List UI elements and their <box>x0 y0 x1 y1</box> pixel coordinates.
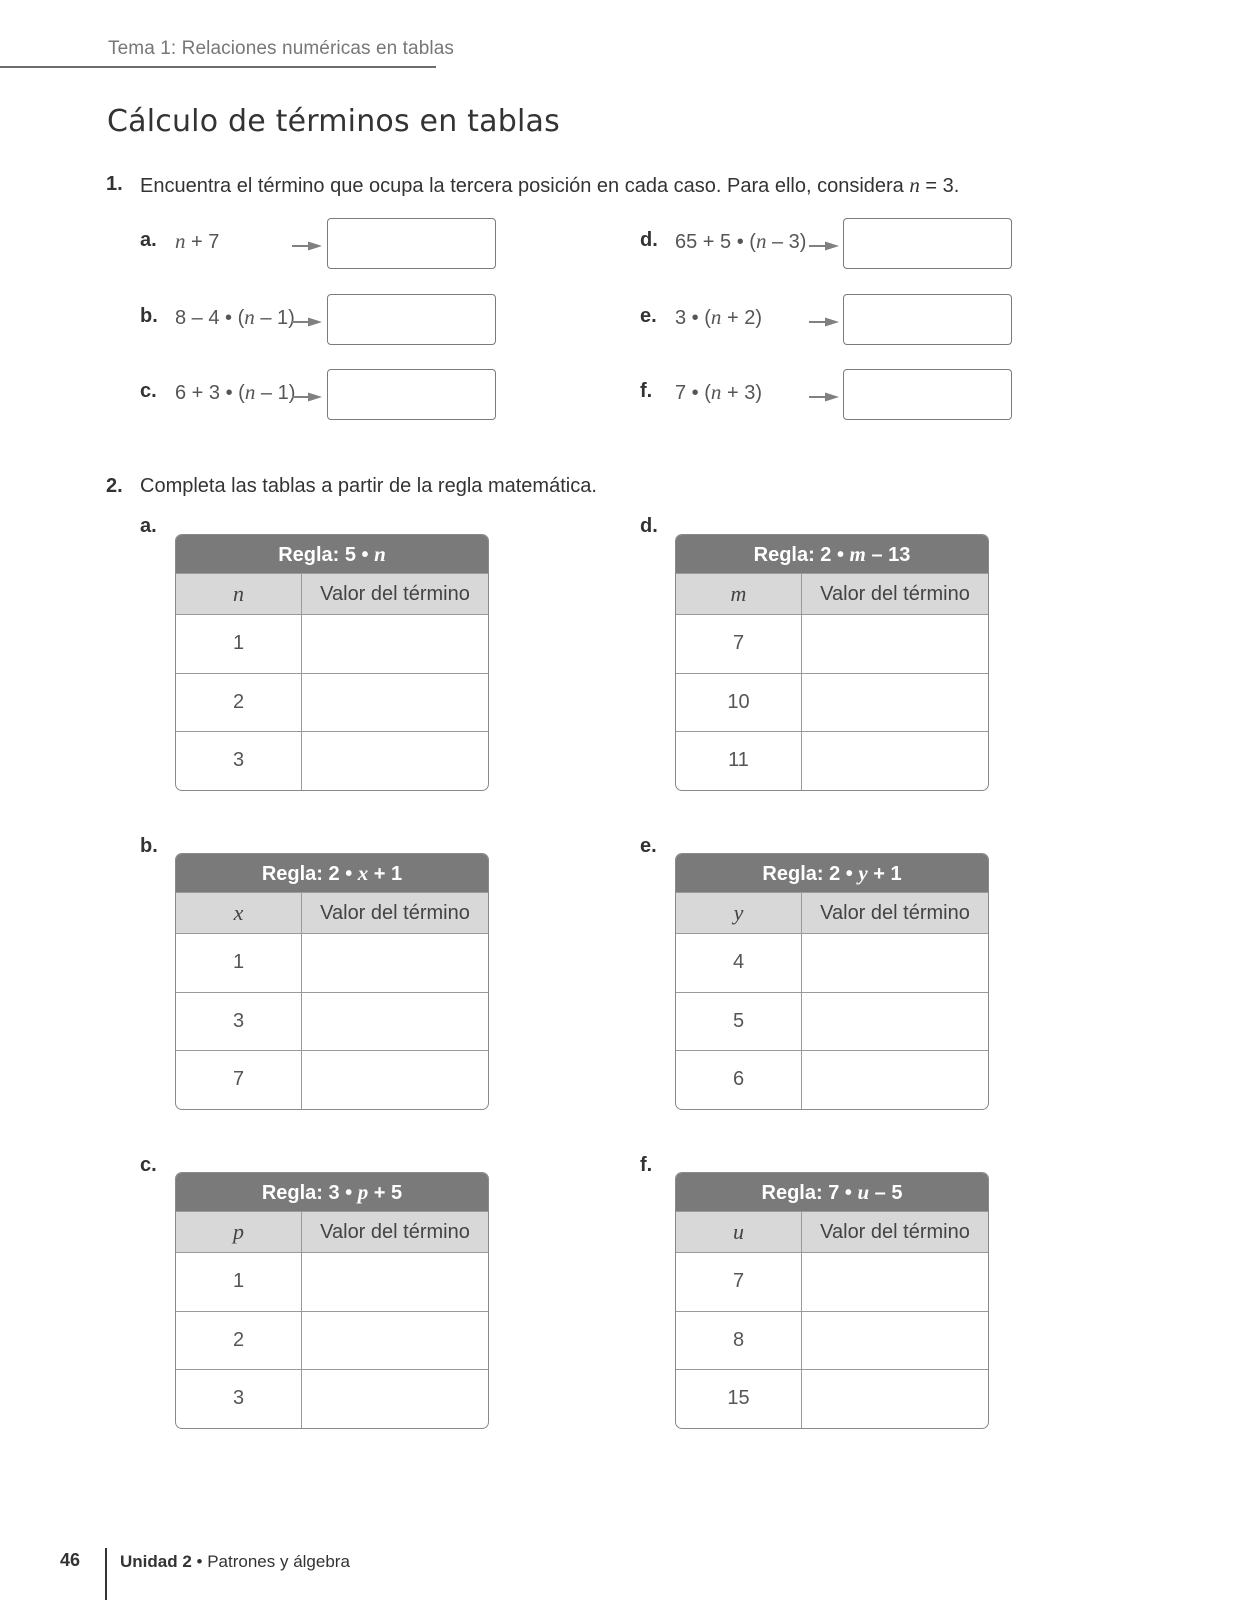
answer-cell[interactable] <box>302 732 488 790</box>
position-cell: 4 <box>676 934 802 992</box>
rule-variable: y <box>858 861 868 885</box>
answer-cell[interactable] <box>802 615 988 673</box>
rule-table-d <box>675 534 989 791</box>
table-row <box>676 673 988 732</box>
exercise-item-b <box>140 293 496 347</box>
arrow-right-icon <box>292 238 322 248</box>
rule-header <box>176 854 488 892</box>
answer-cell[interactable] <box>302 615 488 673</box>
variable-name: y <box>733 900 744 925</box>
position-cell: 3 <box>176 1370 302 1428</box>
table-letter: e. <box>640 835 657 857</box>
expression-variable: n <box>710 305 722 329</box>
expression-text: 3 • ( <box>675 307 711 329</box>
expression-variable: n <box>175 229 186 253</box>
exercise-expression <box>175 229 219 254</box>
variable-name: n <box>233 581 244 606</box>
table-row <box>676 1050 988 1109</box>
position-cell: 1 <box>176 934 302 992</box>
rule-header <box>176 1173 488 1211</box>
table-letter: c. <box>140 1154 157 1176</box>
table-row <box>676 614 988 673</box>
variable-name: p <box>233 1219 244 1244</box>
footer-subject: Patrones y álgebra <box>207 1552 350 1571</box>
rule-variable: u <box>857 1180 870 1204</box>
rule-text: – 13 <box>865 544 911 566</box>
exercise-letter: a. <box>140 229 157 251</box>
exercise-expression <box>175 380 295 405</box>
rule-text: Regla: 2 • <box>261 863 358 885</box>
running-head: Tema 1: Relaciones numéricas en tablas <box>108 38 454 59</box>
expression-text: – 1) <box>255 382 296 404</box>
rule-text: Regla: 2 • <box>762 863 859 885</box>
question-1-number: 1. <box>106 173 123 195</box>
value-column-header: Valor del término <box>320 901 470 924</box>
table-row <box>176 614 488 673</box>
variable-column-header <box>676 574 802 614</box>
expression-text: 6 + 3 • ( <box>175 382 245 404</box>
expression-text: 65 + 5 • ( <box>675 231 756 253</box>
expression-text: + 7 <box>185 231 220 253</box>
rule-table-c <box>175 1172 489 1429</box>
table-header-row <box>676 892 988 933</box>
expression-text: – 3) <box>766 231 807 253</box>
exercise-letter: e. <box>640 305 657 327</box>
exercise-letter: d. <box>640 229 658 251</box>
rule-text: Regla: 5 • <box>278 544 375 566</box>
question-1-text-before: Encuentra el término que ocupa la tercera posición en cada caso. Para ello, considera <box>140 175 910 197</box>
value-column-header: Valor del término <box>320 1220 470 1243</box>
rule-header <box>676 1173 988 1211</box>
table-row <box>676 1369 988 1428</box>
rule-variable: p <box>357 1180 369 1204</box>
position-cell: 8 <box>676 1312 802 1370</box>
table-row <box>176 1311 488 1370</box>
position-cell: 2 <box>176 1312 302 1370</box>
expression-text: 8 – 4 • ( <box>175 307 245 329</box>
rule-text: – 5 <box>869 1182 903 1204</box>
table-row <box>676 1311 988 1370</box>
rule-text: Regla: 7 • <box>761 1182 858 1204</box>
table-letter: d. <box>640 515 658 537</box>
answer-cell[interactable] <box>802 674 988 732</box>
answer-cell[interactable] <box>302 934 488 992</box>
exercise-expression <box>675 380 762 405</box>
answer-box[interactable] <box>327 369 496 420</box>
table-header-row <box>176 573 488 614</box>
answer-cell[interactable] <box>802 934 988 992</box>
table-row <box>176 1050 488 1109</box>
rule-table-e <box>675 853 989 1110</box>
page-title: Cálculo de términos en tablas <box>107 104 560 139</box>
footer-divider <box>105 1548 107 1600</box>
rule-text: + 1 <box>867 863 902 885</box>
exercise-expression <box>175 305 295 330</box>
exercise-letter: c. <box>140 380 157 402</box>
rule-header <box>176 535 488 573</box>
variable-column-header <box>176 893 302 933</box>
table-letter: a. <box>140 515 157 537</box>
footer-separator: • <box>191 1552 208 1571</box>
exercise-item-d <box>640 217 1012 271</box>
expression-variable: n <box>244 305 255 329</box>
answer-box[interactable] <box>327 294 496 345</box>
answer-cell[interactable] <box>302 674 488 732</box>
question-1-variable: n <box>909 173 920 197</box>
question-1-text <box>140 173 959 198</box>
answer-box[interactable] <box>327 218 496 269</box>
answer-cell[interactable] <box>302 1370 488 1428</box>
exercise-item-a <box>140 217 496 271</box>
question-1-text-after: = 3. <box>919 175 960 197</box>
answer-cell[interactable] <box>802 1312 988 1370</box>
expression-variable: n <box>244 380 256 404</box>
variable-name: m <box>730 581 747 606</box>
arrow-right-icon <box>292 314 322 324</box>
arrow-right-icon <box>292 389 322 399</box>
value-column-header: Valor del término <box>820 1220 970 1243</box>
table-letter: b. <box>140 835 158 857</box>
expression-text: + 3) <box>721 382 762 404</box>
rule-table-f <box>675 1172 989 1429</box>
expression-text: + 2) <box>721 307 762 329</box>
rule-table-b <box>175 853 489 1110</box>
table-row <box>176 933 488 992</box>
rule-variable: m <box>849 542 866 566</box>
value-column-header: Valor del término <box>820 901 970 924</box>
exercise-letter: f. <box>640 380 653 402</box>
position-cell: 10 <box>676 674 802 732</box>
variable-column-header <box>676 1212 802 1252</box>
table-row <box>176 992 488 1051</box>
answer-box[interactable] <box>843 369 1012 420</box>
position-cell: 6 <box>676 1051 802 1109</box>
rule-variable: n <box>374 542 386 566</box>
exercise-letter: b. <box>140 305 158 327</box>
answer-cell[interactable] <box>802 1051 988 1109</box>
arrow-right-icon <box>809 389 839 399</box>
table-row <box>176 673 488 732</box>
table-header-row <box>676 1211 988 1252</box>
position-cell: 15 <box>676 1370 802 1428</box>
table-header-row <box>176 892 488 933</box>
expression-text: 7 • ( <box>675 382 711 404</box>
rule-text: + 1 <box>368 863 403 885</box>
table-row <box>176 731 488 790</box>
variable-name: x <box>233 900 244 925</box>
expression-variable: n <box>755 229 767 253</box>
question-2-number: 2. <box>106 475 123 497</box>
value-column-header: Valor del término <box>820 582 970 605</box>
value-column-header: Valor del término <box>320 582 470 605</box>
expression-text: – 1) <box>254 307 295 329</box>
rule-text: + 5 <box>368 1182 403 1204</box>
position-cell: 7 <box>676 615 802 673</box>
position-cell: 7 <box>176 1051 302 1109</box>
answer-cell[interactable] <box>302 993 488 1051</box>
answer-cell[interactable] <box>302 1253 488 1311</box>
position-cell: 1 <box>176 615 302 673</box>
footer-unit <box>120 1552 350 1572</box>
question-2-text: Completa las tablas a partir de la regla matemática. <box>140 475 597 497</box>
page-number: 46 <box>60 1550 81 1570</box>
answer-cell[interactable] <box>302 1312 488 1370</box>
answer-box[interactable] <box>843 294 1012 345</box>
rule-header <box>676 535 988 573</box>
arrow-right-icon <box>809 238 839 248</box>
table-row <box>676 992 988 1051</box>
expression-variable: n <box>710 380 722 404</box>
exercise-expression <box>675 229 806 254</box>
rule-text: Regla: 3 • <box>261 1182 358 1204</box>
rule-variable: x <box>357 861 369 885</box>
rule-text: Regla: 2 • <box>753 544 850 566</box>
answer-cell[interactable] <box>802 1253 988 1311</box>
answer-cell[interactable] <box>302 1051 488 1109</box>
rule-table-a <box>175 534 489 791</box>
answer-cell[interactable] <box>802 732 988 790</box>
exercise-item-c <box>140 368 496 422</box>
table-row <box>676 933 988 992</box>
table-header-row <box>176 1211 488 1252</box>
variable-name: u <box>733 1219 744 1244</box>
position-cell: 7 <box>676 1253 802 1311</box>
exercise-item-e <box>640 293 1012 347</box>
position-cell: 3 <box>176 993 302 1051</box>
table-row <box>176 1369 488 1428</box>
variable-column-header <box>176 574 302 614</box>
table-header-row <box>676 573 988 614</box>
table-row <box>676 1252 988 1311</box>
arrow-right-icon <box>809 314 839 324</box>
answer-box[interactable] <box>843 218 1012 269</box>
table-row <box>676 731 988 790</box>
exercise-item-f <box>640 368 1012 422</box>
position-cell: 2 <box>176 674 302 732</box>
running-head-rule <box>0 66 436 68</box>
table-letter: f. <box>640 1154 653 1176</box>
position-cell: 11 <box>676 732 802 790</box>
exercise-expression <box>675 305 762 330</box>
position-cell: 1 <box>176 1253 302 1311</box>
position-cell: 3 <box>176 732 302 790</box>
position-cell: 5 <box>676 993 802 1051</box>
footer-unit-name: Unidad 2 <box>120 1552 192 1571</box>
table-row <box>176 1252 488 1311</box>
rule-header <box>676 854 988 892</box>
variable-column-header <box>176 1212 302 1252</box>
answer-cell[interactable] <box>802 993 988 1051</box>
answer-cell[interactable] <box>802 1370 988 1428</box>
variable-column-header <box>676 893 802 933</box>
